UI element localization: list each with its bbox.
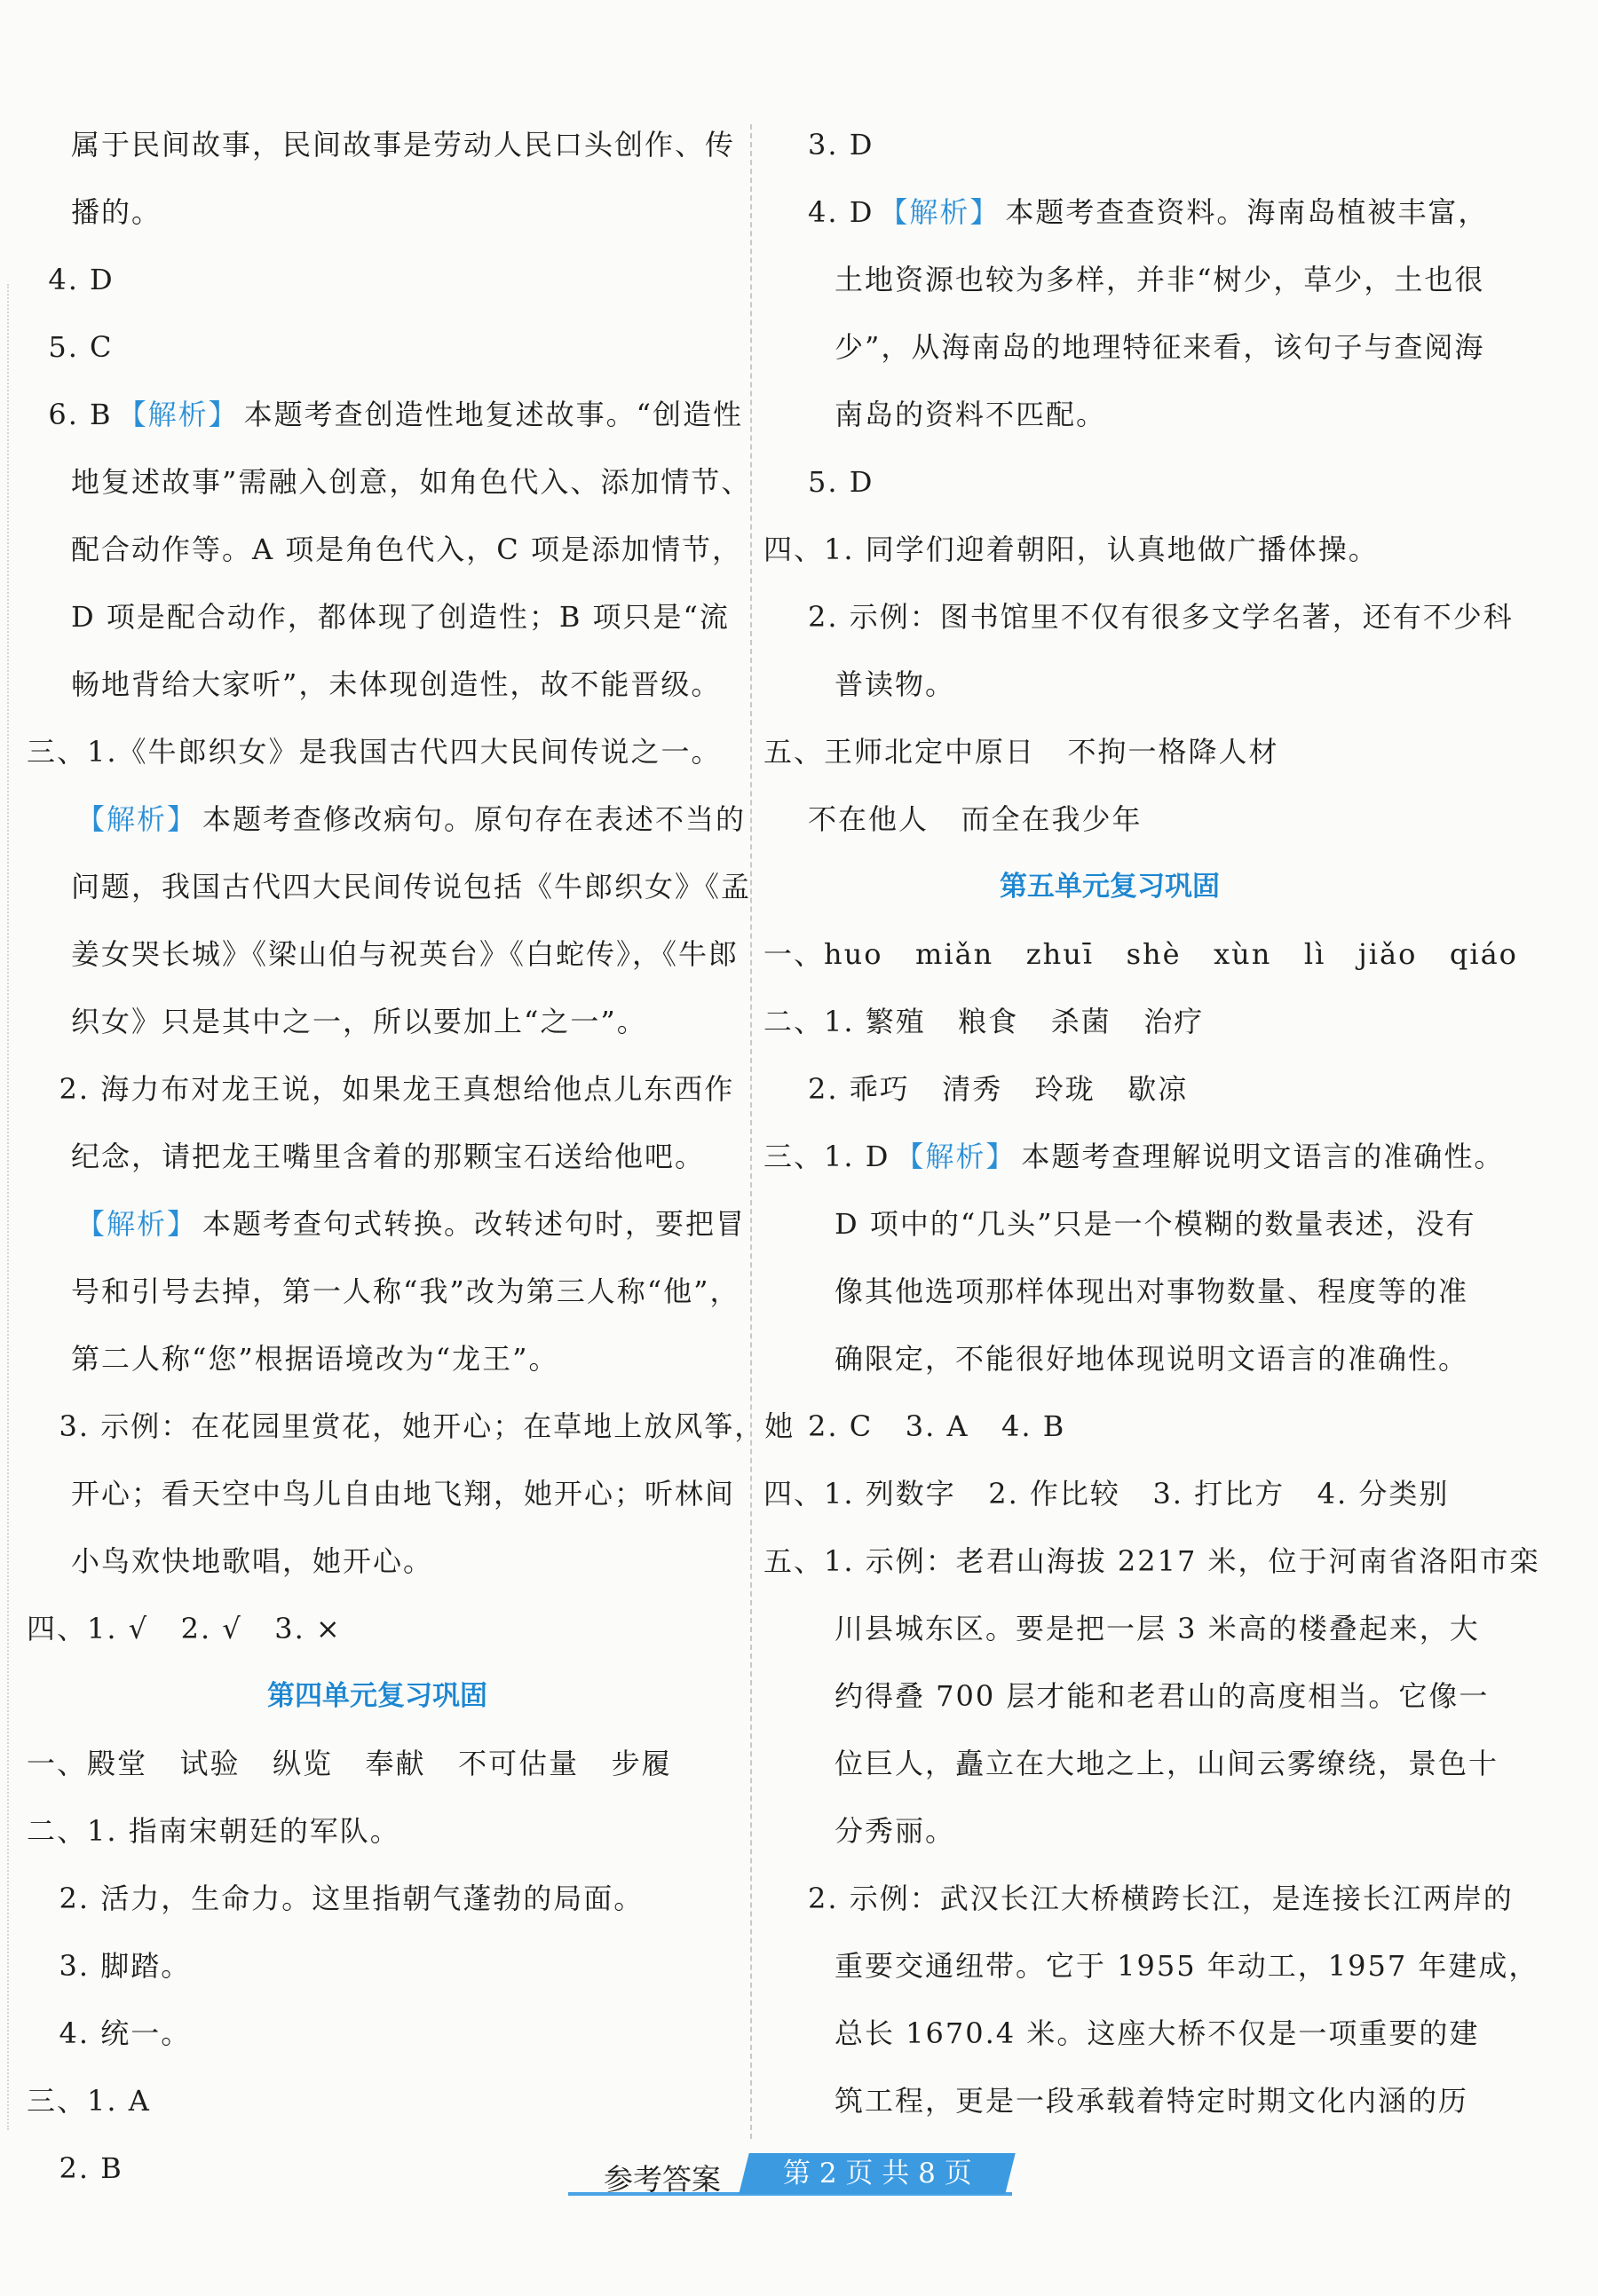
answer-line — [27, 111, 746, 178]
answer-text: 一、殿堂 试验 纵览 奉献 不可估量 步履 — [27, 1747, 672, 1780]
answer-line — [763, 1258, 1474, 1325]
answer-text: 姜女哭长城》《梁山伯与祝英台》《白蛇传》，《牛郎 — [71, 937, 740, 971]
answer-text: 一、huo miǎn zhuī shè xùn lì jiǎo qiáo — [763, 937, 1518, 971]
answer-text: 二、1. 繁殖 粮食 杀菌 治疗 — [763, 1005, 1205, 1038]
answer-text: 播的。 — [71, 195, 162, 229]
answer-text: 少”，从海南岛的地理特征来看，该句子与查阅海 — [835, 330, 1485, 364]
answer-line — [763, 920, 1518, 988]
analysis-tag: 【解析】 — [879, 195, 1001, 229]
answer-text: 4. D — [27, 263, 115, 296]
answer-text: 四、1. 列数字 2. 作比较 3. 打比方 4. 分类别 — [763, 1477, 1450, 1511]
answer-text: 畅地背给大家听”，未体现创造性，故不能晋级。 — [71, 667, 722, 701]
answer-text: 三、1.《牛郎织女》是我国古代四大民间传说之一。 — [27, 735, 722, 769]
answer-line — [27, 381, 746, 448]
answer-text: 开心；看天空中鸟儿自由地飞翔，她开心；听林间 — [71, 1477, 736, 1511]
answer-text: 配合动作等。A 项是角色代入，C 项是添加情节， — [71, 533, 742, 566]
answer-text: 五、1. 示例：老君山海拔 2217 米，位于河南省洛阳市栾 — [763, 1544, 1540, 1578]
answer-line — [27, 1258, 746, 1325]
answer-line — [763, 1595, 1480, 1662]
analysis-text: 本题考查修改病句。原句存在表述不当的 — [202, 802, 747, 836]
answer-text: 织女》只是其中之一，所以要加上“之一”。 — [71, 1005, 647, 1038]
footer-label: 参考答案 — [604, 2162, 721, 2197]
answer-line — [27, 178, 746, 246]
answer-line — [763, 2067, 1474, 2134]
answer-line — [27, 920, 746, 988]
answer-text: D 项是配合动作，都体现了创造性；B 项只是“流 — [71, 600, 730, 634]
answer-line — [763, 651, 1474, 718]
answer-text: 四、1. √ 2. √ 3. × — [27, 1612, 342, 1645]
answer-line — [763, 1932, 1539, 2000]
section-heading: 第五单元复习巩固 — [1000, 871, 1220, 903]
answer-text: 南岛的资料不匹配。 — [835, 398, 1107, 431]
answer-text: 2. 活力，生命力。这里指朝气蓬勃的局面。 — [27, 1882, 645, 1915]
answer-text: 二、1. 指南宋朝廷的军队。 — [27, 1814, 400, 1848]
answer-line — [27, 988, 746, 1055]
answer-text: 3. 示例：在花园里赏花，她开心；在草地上放风筝，她 — [27, 1409, 795, 1443]
analysis-tag: 【解析】 — [76, 1207, 198, 1241]
analysis-text: 本题考查创造性地复述故事。“创造性 — [243, 398, 743, 431]
answer-line — [27, 1460, 746, 1527]
answer-line — [27, 583, 746, 651]
answer-line — [27, 1055, 746, 1123]
answer-line — [763, 988, 1474, 1055]
answer-text: 属于民间故事，民间故事是劳动人民口头创作、传 — [71, 128, 736, 162]
answer-line — [763, 246, 1485, 313]
answer-line — [763, 381, 1474, 448]
answer-line — [27, 1123, 746, 1190]
answer-text: 四、1. 同学们迎着朝阳，认真地做广播体操。 — [763, 533, 1379, 566]
answer-line — [27, 448, 752, 516]
answer-text: 5. C — [27, 330, 114, 364]
answer-line — [27, 313, 746, 381]
answer-text: 3. 脚踏。 — [27, 1949, 192, 1983]
answer-text: 5. D — [808, 465, 874, 499]
answer-line — [27, 516, 746, 583]
analysis-tag: 【解析】 — [895, 1140, 1017, 1173]
answer-text: 2. 海力布对龙王说，如果龙王真想给他点儿东西作 — [27, 1072, 735, 1106]
answer-text: 3. D — [808, 128, 874, 162]
answer-line — [27, 1730, 746, 1797]
answer-text: 五、王师北定中原日 不拘一格降人材 — [763, 735, 1279, 769]
answer-text: 2. 乖巧 清秀 玲珑 歇凉 — [808, 1072, 1189, 1106]
answer-text: 2. 示例：图书馆里不仅有很多文学名著，还有不少科 — [808, 600, 1514, 634]
answer-text: 约得叠 700 层才能和老君山的高度相当。它像一 — [835, 1679, 1490, 1713]
section-heading: 第四单元复习巩固 — [267, 1680, 487, 1712]
answer-line — [763, 2000, 1480, 2067]
answer-line — [763, 1190, 1474, 1258]
answer-text: 第二人称“您”根据语境改为“龙王”。 — [71, 1342, 559, 1376]
analysis-text: 本题考查查资料。海南岛植被丰富， — [1005, 195, 1489, 229]
answer-line — [763, 516, 1474, 583]
answer-text: 号和引号去掉，第一人称“我”改为第三人称“他”， — [71, 1274, 740, 1308]
answer-line — [763, 178, 1489, 246]
answer-text: 小鸟欢快地歌唱，她开心。 — [71, 1544, 434, 1578]
answer-line — [27, 1527, 746, 1595]
answer-text: 位巨人，矗立在大地之上，山间云雾缭绕，景色十 — [835, 1747, 1499, 1780]
analysis-tag: 【解析】 — [76, 802, 198, 836]
answer-line — [27, 1190, 746, 1258]
answer-line — [763, 111, 1474, 178]
answer-line — [763, 718, 1474, 785]
answer-line — [27, 651, 746, 718]
left-column — [27, 111, 795, 2202]
answer-line — [763, 1527, 1540, 1595]
answer-line — [27, 1797, 746, 1865]
answer-line — [27, 853, 752, 920]
answer-line — [763, 1662, 1490, 1730]
answer-line — [27, 2000, 746, 2067]
answer-line — [763, 1865, 1514, 1932]
answer-text: 土地资源也较为多样，并非“树少，草少，土也很 — [835, 263, 1485, 296]
answer-line — [763, 1393, 1474, 1460]
answer-text: 4. D — [808, 195, 874, 229]
answer-line — [763, 1460, 1474, 1527]
answer-text: 2. 示例：武汉长江大桥横跨长江，是连接长江两岸的 — [808, 1882, 1514, 1915]
answer-text: 6. B — [27, 398, 113, 431]
answer-text: 三、1. A — [27, 2084, 151, 2118]
answer-text: 4. 统一。 — [27, 2016, 192, 2050]
analysis-tag: 【解析】 — [117, 398, 239, 431]
answer-line — [27, 785, 746, 853]
answer-line — [27, 1325, 746, 1393]
answer-text: 像其他选项那样体现出对事物数量、程度等的准 — [835, 1274, 1469, 1308]
page-number-badge — [739, 2153, 1015, 2194]
answer-line — [763, 448, 1474, 516]
answer-line — [27, 1393, 795, 1460]
answer-text: 分秀丽。 — [835, 1814, 956, 1848]
answer-text: D 项中的“几头”只是一个模糊的数量表述，没有 — [835, 1207, 1476, 1241]
answer-line — [763, 1797, 1474, 1865]
answer-text: 确限定，不能很好地体现说明文语言的准确性。 — [835, 1342, 1469, 1376]
column-divider — [750, 124, 752, 2139]
answer-line — [763, 1325, 1474, 1393]
answer-line — [763, 1123, 1505, 1190]
answer-text: 筑工程，更是一段承载着特定时期文化内涵的历 — [835, 2084, 1469, 2118]
answer-line — [763, 1055, 1474, 1123]
answer-text: 川县城东区。要是把一层 3 米高的楼叠起来，大 — [835, 1612, 1480, 1645]
answer-line — [763, 313, 1485, 381]
page-footer — [568, 2153, 1021, 2197]
answer-line — [27, 2067, 746, 2134]
answer-text: 纪念，请把龙王嘴里含着的那颗宝石送给他吧。 — [71, 1140, 706, 1173]
answer-line — [27, 718, 746, 785]
answer-text: 2. C 3. A 4. B — [808, 1409, 1066, 1443]
analysis-text: 本题考查句式转换。改转述句时，要把冒 — [202, 1207, 747, 1241]
margin-dotted-line — [7, 284, 9, 2130]
answer-line — [27, 246, 746, 313]
answer-line — [27, 1865, 746, 1932]
answer-line — [27, 1595, 746, 1662]
answer-line — [763, 583, 1514, 651]
answer-text: 不在他人 而全在我少年 — [808, 802, 1143, 836]
answer-text: 普读物。 — [835, 667, 956, 701]
right-column — [763, 111, 1540, 2134]
answer-text: 重要交通纽带。它于 1955 年动工，1957 年建成， — [835, 1949, 1539, 1983]
answer-text: 问题，我国古代四大民间传说包括《牛郎织女》《孟 — [71, 870, 752, 903]
answer-line — [763, 785, 1474, 853]
answer-text: 三、1. D — [763, 1140, 890, 1173]
analysis-text: 本题考查理解说明文语言的准确性。 — [1021, 1140, 1505, 1173]
answer-line — [27, 1932, 746, 2000]
answer-line — [763, 1730, 1499, 1797]
answer-text: 地复述故事”需融入创意，如角色代入、添加情节、 — [71, 465, 752, 499]
answer-text: 2. B — [27, 2151, 123, 2185]
answer-text: 总长 1670.4 米。这座大桥不仅是一项重要的建 — [835, 2016, 1480, 2050]
page-number-text: 第 2 页 共 8 页 — [782, 2158, 972, 2189]
